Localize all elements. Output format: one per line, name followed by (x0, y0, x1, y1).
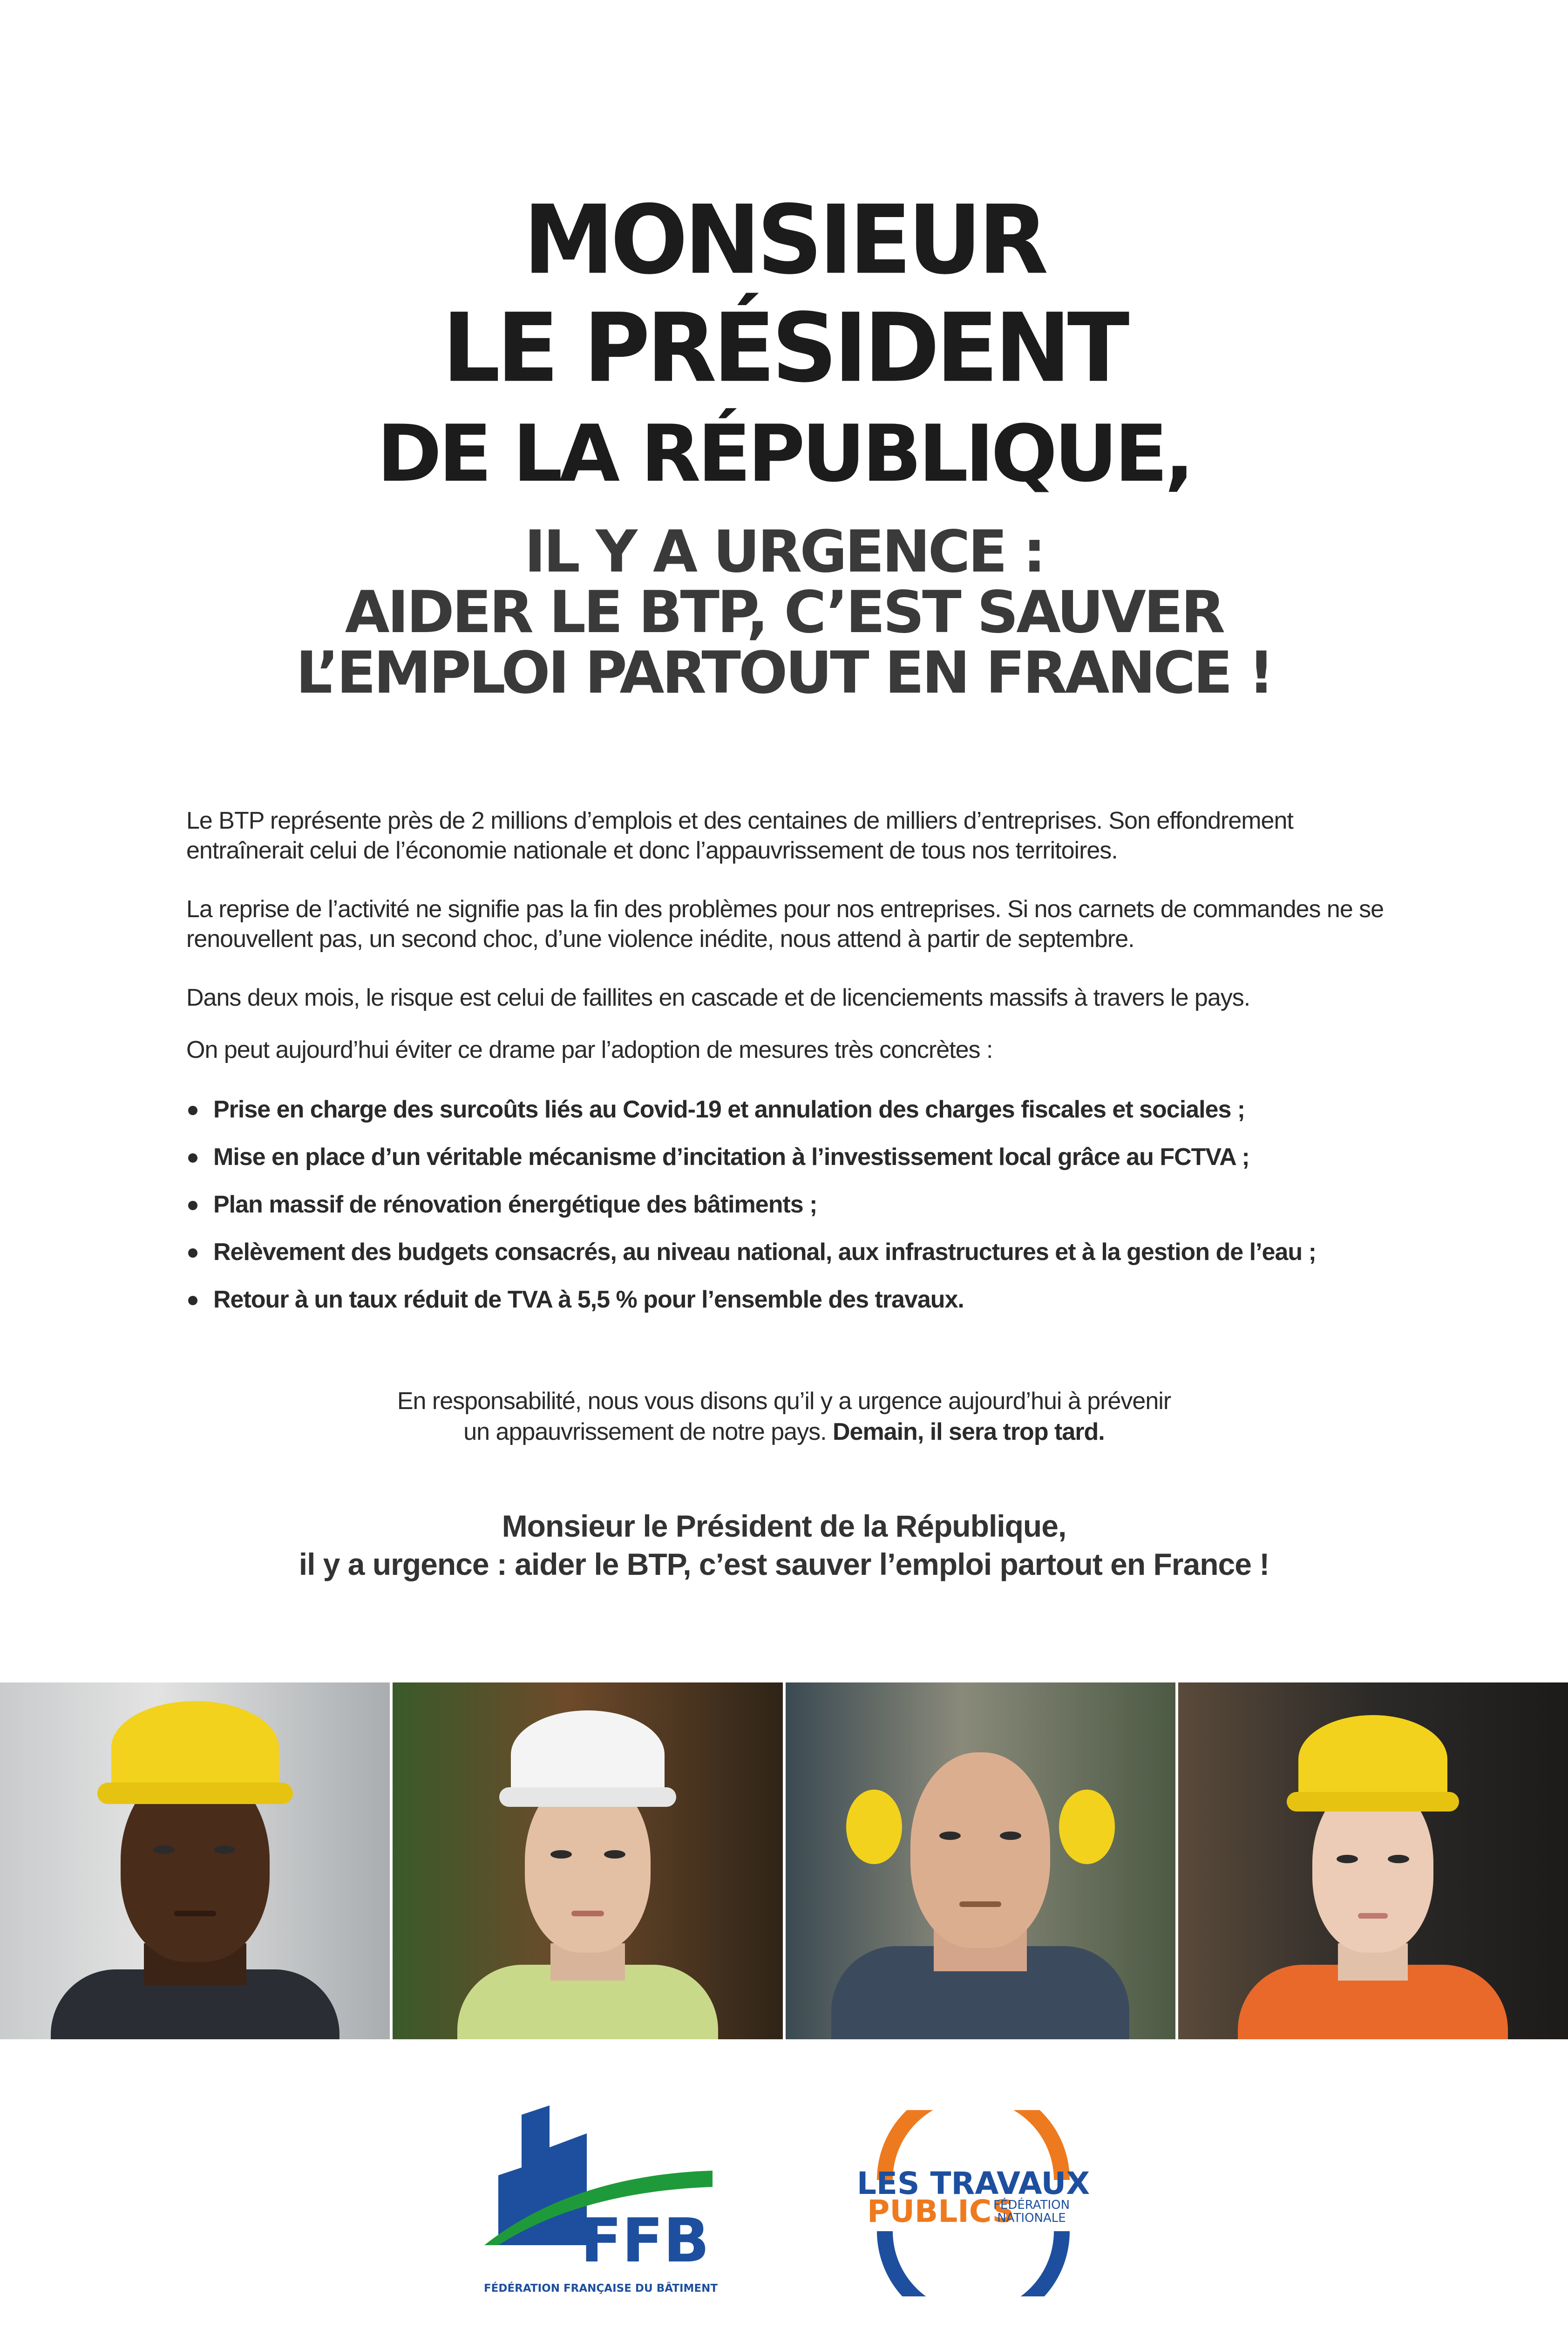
worker-eye (1000, 1832, 1021, 1840)
paragraph: Le BTP représente près de 2 millions d’emplois et des centaines de milliers d’entreprises. Son effondrement entraînerait celui de l’économie nationale et donc l’appauvrissement de tous nos territoires. (186, 807, 1293, 864)
travaux-publics-logo (852, 2110, 1094, 2296)
final-line-2: il y a urgence : aider le BTP, c’est sauver l’emploi partout en France ! (299, 1547, 1269, 1581)
worker-mouth (959, 1901, 1001, 1907)
partner-logos (0, 2096, 1568, 2301)
worker-eye (1388, 1855, 1409, 1863)
worker-eye (550, 1850, 572, 1859)
worker-face (910, 1752, 1050, 1948)
closing-statement (0, 1386, 1568, 1447)
measures-list (186, 1095, 1397, 1332)
worker-photos (0, 1682, 1568, 2039)
list-item: Retour à un taux réduit de TVA à 5,5 % pour l’ensemble des travaux. (186, 1285, 1397, 1314)
closing-line-2-bold: Demain, il sera trop tard. (832, 1418, 1105, 1445)
tp-logo-line-1: LES TRAVAUX (856, 2166, 1090, 2201)
list-item: Relèvement des budgets consacrés, au niveau national, aux infrastructures et à la gestion de l’eau ; (186, 1237, 1397, 1267)
worker-eye (604, 1850, 625, 1859)
list-item: Prise en charge des surcoûts liés au Covid-19 et annulation des charges fiscales et sociales ; (186, 1095, 1397, 1124)
worker-eye (214, 1845, 235, 1854)
tp-logo-line-2: PUBLICS (867, 2193, 1015, 2229)
paragraph: Dans deux mois, le risque est celui de faillites en cascade et de licenciements massifs à travers le pays. (186, 984, 1250, 1011)
subheadline (0, 518, 1568, 707)
hardhat-brim (499, 1787, 676, 1807)
ffb-logo-wordmark: FFB (580, 2205, 710, 2276)
worker-photo-2 (393, 1682, 782, 2039)
ear-defender-icon (1059, 1790, 1115, 1864)
hardhat-brim (97, 1783, 293, 1804)
headline-line-1: MONSIEUR (523, 185, 1045, 296)
worker-mouth (571, 1911, 604, 1916)
headline-line-2: LE PRÉSIDENT (442, 293, 1126, 404)
worker-photo-4 (1178, 1682, 1568, 2039)
list-item: Plan massif de rénovation énergétique des bâtiments ; (186, 1190, 1397, 1219)
worker-eye (1337, 1855, 1358, 1863)
subheadline-line-3: L’EMPLOI PARTOUT EN FRANCE ! (296, 640, 1272, 707)
list-item: Mise en place d’un véritable mécanisme d’incitation à l’investissement local grâce au FCTVA ; (186, 1142, 1397, 1172)
ear-defender-icon (846, 1790, 902, 1864)
worker-eye (153, 1845, 175, 1854)
worker-photo-3 (786, 1682, 1175, 2039)
worker-mouth (1358, 1913, 1388, 1919)
worker-mouth (174, 1911, 216, 1916)
tp-logo-line-4: NATIONALE (997, 2211, 1066, 2225)
closing-line-2 (0, 1416, 1568, 1447)
final-statement (0, 1507, 1568, 1583)
headline-line-3: DE LA RÉPUBLIQUE, (377, 408, 1191, 499)
ffb-logo (480, 2105, 722, 2301)
white-hardhat-icon (511, 1710, 665, 1799)
tp-logo-blue-arc (885, 2231, 1062, 2296)
closing-line-2-regular: un appauvrissement de notre pays. (463, 1418, 833, 1445)
ffb-logo-tagline: FÉDÉRATION FRANÇAISE DU BÂTIMENT (483, 2282, 718, 2295)
hardhat-brim (1287, 1792, 1459, 1811)
body-text (186, 806, 1397, 1087)
yellow-hardhat-icon (111, 1701, 279, 1794)
closing-line-1: En responsabilité, nous vous disons qu’il y a urgence aujourd’hui à prévenir (397, 1388, 1171, 1415)
paragraph: On peut aujourd’hui éviter ce drame par l’adoption de mesures très concrètes : (186, 1036, 993, 1063)
yellow-hardhat-icon (1298, 1715, 1447, 1804)
worker-photo-1 (0, 1682, 390, 2039)
final-line-1: Monsieur le Président de la République, (502, 1509, 1066, 1543)
paragraph: La reprise de l’activité ne signifie pas la fin des problèmes pour nos entreprises. Si nos carnets de commandes ne se renouvellent pas, un second choc, d’une violence inédite, nous attend à partir de septembre. (186, 896, 1384, 953)
subheadline-line-2: AIDER LE BTP, C’EST SAUVER (345, 579, 1223, 646)
headline (0, 186, 1568, 505)
tp-logo-line-3: FÉDÉRATION (993, 2198, 1070, 2212)
worker-eye (939, 1832, 961, 1840)
subheadline-line-1: IL Y A URGENCE : (524, 518, 1044, 586)
